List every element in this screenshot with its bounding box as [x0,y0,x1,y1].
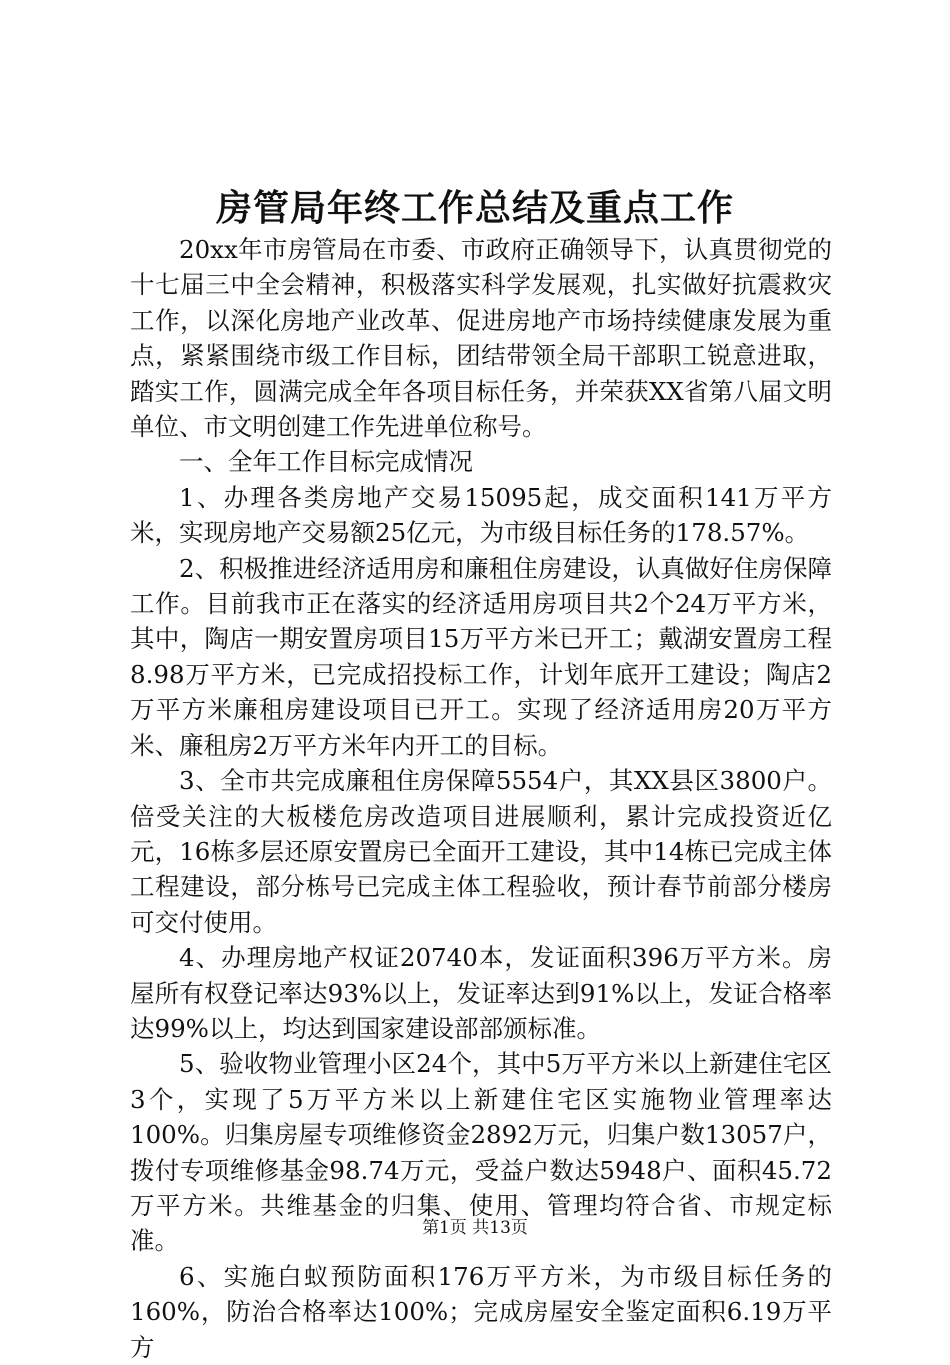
paragraph-item-5: 5、验收物业管理小区24个，其中5万平方米以上新建住宅区3个，实现了5万平方米以上新建住宅区实施物业管理率达100%。归集房屋专项维修资金2892万元，归集户数13057户，拨付专项维修基金98.74万元，受益户数达5948户、面积45.72万平方米。共维基金的归集、使用、管理均符合省、市规定标准。 [130,1049,832,1256]
section-heading: 一、全年工作目标完成情况 [179,447,473,477]
paragraph-intro: 20xx年市房管局在市委、市政府正确领导下，认真贯彻党的十七届三中全会精神，积极落实科学发展观，扎实做好抗震救灾工作，以深化房地产业改革、促进房地产市场持续健康发展为重点，紧紧围绕市级工作目标，团结带领全局干部职工锐意进取，踏实工作，圆满完成全年各项目标任务，并荣获XX省第八届文明单位、市文明创建工作先进单位称号。 [130,235,832,442]
document-title: 房管局年终工作总结及重点工作 [215,187,734,229]
paragraph-item-6: 6、实施白蚁预防面积176万平方米，为市级目标任务的160%，防治合格率达100%；完成房屋安全鉴定面积6.19万平方 [130,1261,832,1362]
document-body [130,232,832,1365]
page-footer: 第1页 共13页 [422,1218,528,1238]
paragraph-item-1: 1、办理各类房地产交易15095起，成交面积141万平方米，实现房地产交易额25亿元，为市级目标任务的178.57%。 [130,482,832,548]
paragraph-item-4: 4、办理房地产权证20740本，发证面积396万平方米。房屋所有权登记率达93%以上，发证率达到91%以上，发证合格率达99%以上，均达到国家建设部部颁标准。 [130,943,832,1043]
paragraph-item-3: 3、全市共完成廉租住房保障5554户，其XX县区3800户。倍受关注的大板楼危房改造项目进展顺利，累计完成投资近亿元，16栋多层还原安置房已全面开工建设，其中14栋已完成主体工程建设，部分栋号已完成主体工程验收，预计春节前部分楼房可交付使用。 [130,766,832,937]
paragraph-item-2: 2、积极推进经济适用房和廉租住房建设，认真做好住房保障工作。目前我市正在落实的经济适用房项目共2个24万平方米，其中，陶店一期安置房项目15万平方米已开工；戴湖安置房工程8.98万平方米，已完成招投标工作，计划年底开工建设；陶店2万平方米廉租房建设项目已开工。实现了经济适用房20万平方米、廉租房2万平方米年内开工的目标。 [130,553,832,760]
